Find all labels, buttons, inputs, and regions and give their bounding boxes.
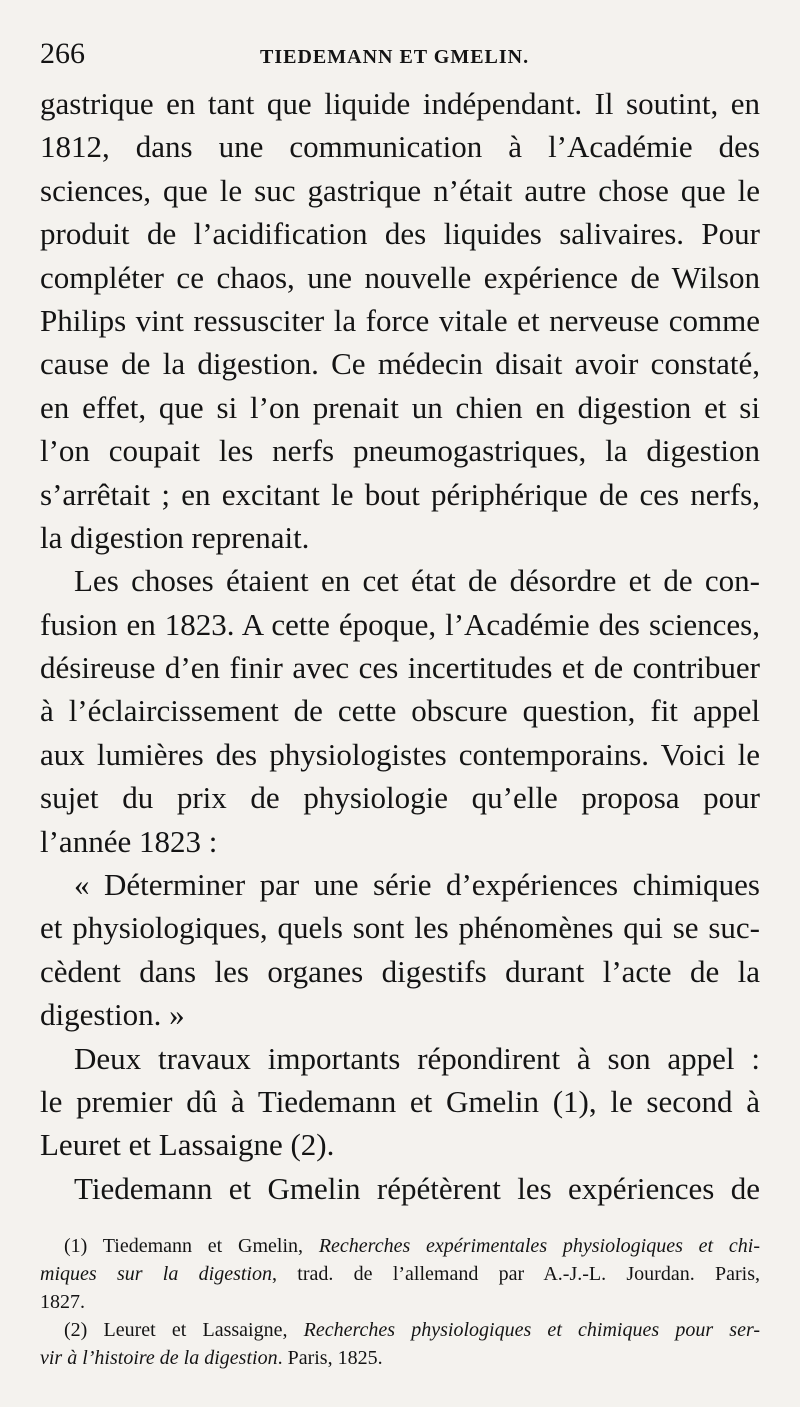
page-header <box>40 36 760 76</box>
text-line: Les choses étaient en cet état de désordre et de con- <box>74 563 760 599</box>
text-line: et physiologiques, quels sont les phénomènes qui se suc- <box>40 910 760 946</box>
footnote-1-line <box>40 1260 760 1288</box>
footnote-2-details: . Paris, 1825. <box>277 1347 383 1369</box>
text-line: la digestion reprenait. <box>40 519 310 555</box>
footnote-1-details: , trad. de l’allemand par A.-J.-L. Jourdan. Paris, <box>271 1263 760 1285</box>
footnotes <box>40 1232 760 1372</box>
text-line: l’année 1823 : <box>40 823 218 859</box>
text-line: 1812, dans une communication à l’Académie des <box>40 129 760 165</box>
text-line: à l’éclaircissement de cette obscure question, fit appel <box>40 693 760 729</box>
footnote-2-title-cont: vir à l’histoire de la digestion <box>40 1347 278 1369</box>
text-line: aux lumières des physiologistes contemporains. Voici le <box>40 736 760 772</box>
text-line: s’arrêtait ; en excitant le bout périphérique de ces nerfs, <box>40 476 760 512</box>
text-line: « Déterminer par une série d’expériences chimiques <box>74 867 760 903</box>
footnote-1-title: Recherches expérimentales physiologiques et chi- <box>318 1235 760 1257</box>
text-line: cèdent dans les organes digestifs durant l’acte de la <box>40 953 760 989</box>
text-line: Philips vint ressusciter la force vitale et nerveuse comme <box>40 302 760 338</box>
footnote-1-line <box>40 1232 760 1260</box>
text-line: en effet, que si l’on prenait un chien en digestion et si <box>40 389 760 425</box>
footnote-2-line <box>40 1344 760 1372</box>
text-line: digestion. » <box>40 997 185 1033</box>
text-line: cause de la digestion. Ce médecin disait avoir constaté, <box>40 346 760 382</box>
text-line: Deux travaux importants répondirent à son appel : <box>74 1040 760 1076</box>
footnote-1-title-cont: miques sur la digestion <box>40 1263 272 1285</box>
text-line: sujet du prix de physiologie qu’elle proposa pour <box>40 780 760 816</box>
text-line: compléter ce chaos, une nouvelle expérience de Wilson <box>40 259 760 295</box>
footnote-2-title: Recherches physiologiques et chimiques pour ser- <box>303 1319 760 1341</box>
footnote-1-author: (1) Tiedemann et Gmelin, <box>64 1235 319 1257</box>
footnote-2-author: (2) Leuret et Lassaigne, <box>64 1319 304 1341</box>
text-line: fusion en 1823. A cette époque, l’Académie des sciences, <box>40 606 760 642</box>
text-line: désireuse d’en finir avec ces incertitudes et de contribuer <box>40 650 760 686</box>
page-number: 266 <box>40 37 85 70</box>
running-head: TIEDEMANN ET GMELIN. <box>260 46 530 68</box>
text-line: l’on coupait les nerfs pneumogastriques, la digestion <box>40 433 760 469</box>
text-line: Leuret et Lassaigne (2). <box>40 1127 335 1163</box>
body-text <box>40 82 760 1210</box>
text-line: sciences, que le suc gastrique n’était autre chose que le <box>40 172 760 208</box>
book-page <box>40 0 760 1407</box>
text-line: gastrique en tant que liquide indépendant. Il soutint, en <box>40 86 760 121</box>
footnote-2-line <box>40 1316 760 1344</box>
text-line: le premier dû à Tiedemann et Gmelin (1), le second à <box>40 1083 760 1119</box>
text-line: produit de l’acidification des liquides salivaires. Pour <box>40 216 760 252</box>
footnote-1-line: 1827. <box>40 1291 85 1313</box>
text-line: Tiedemann et Gmelin répétèrent les expériences de <box>74 1170 760 1206</box>
